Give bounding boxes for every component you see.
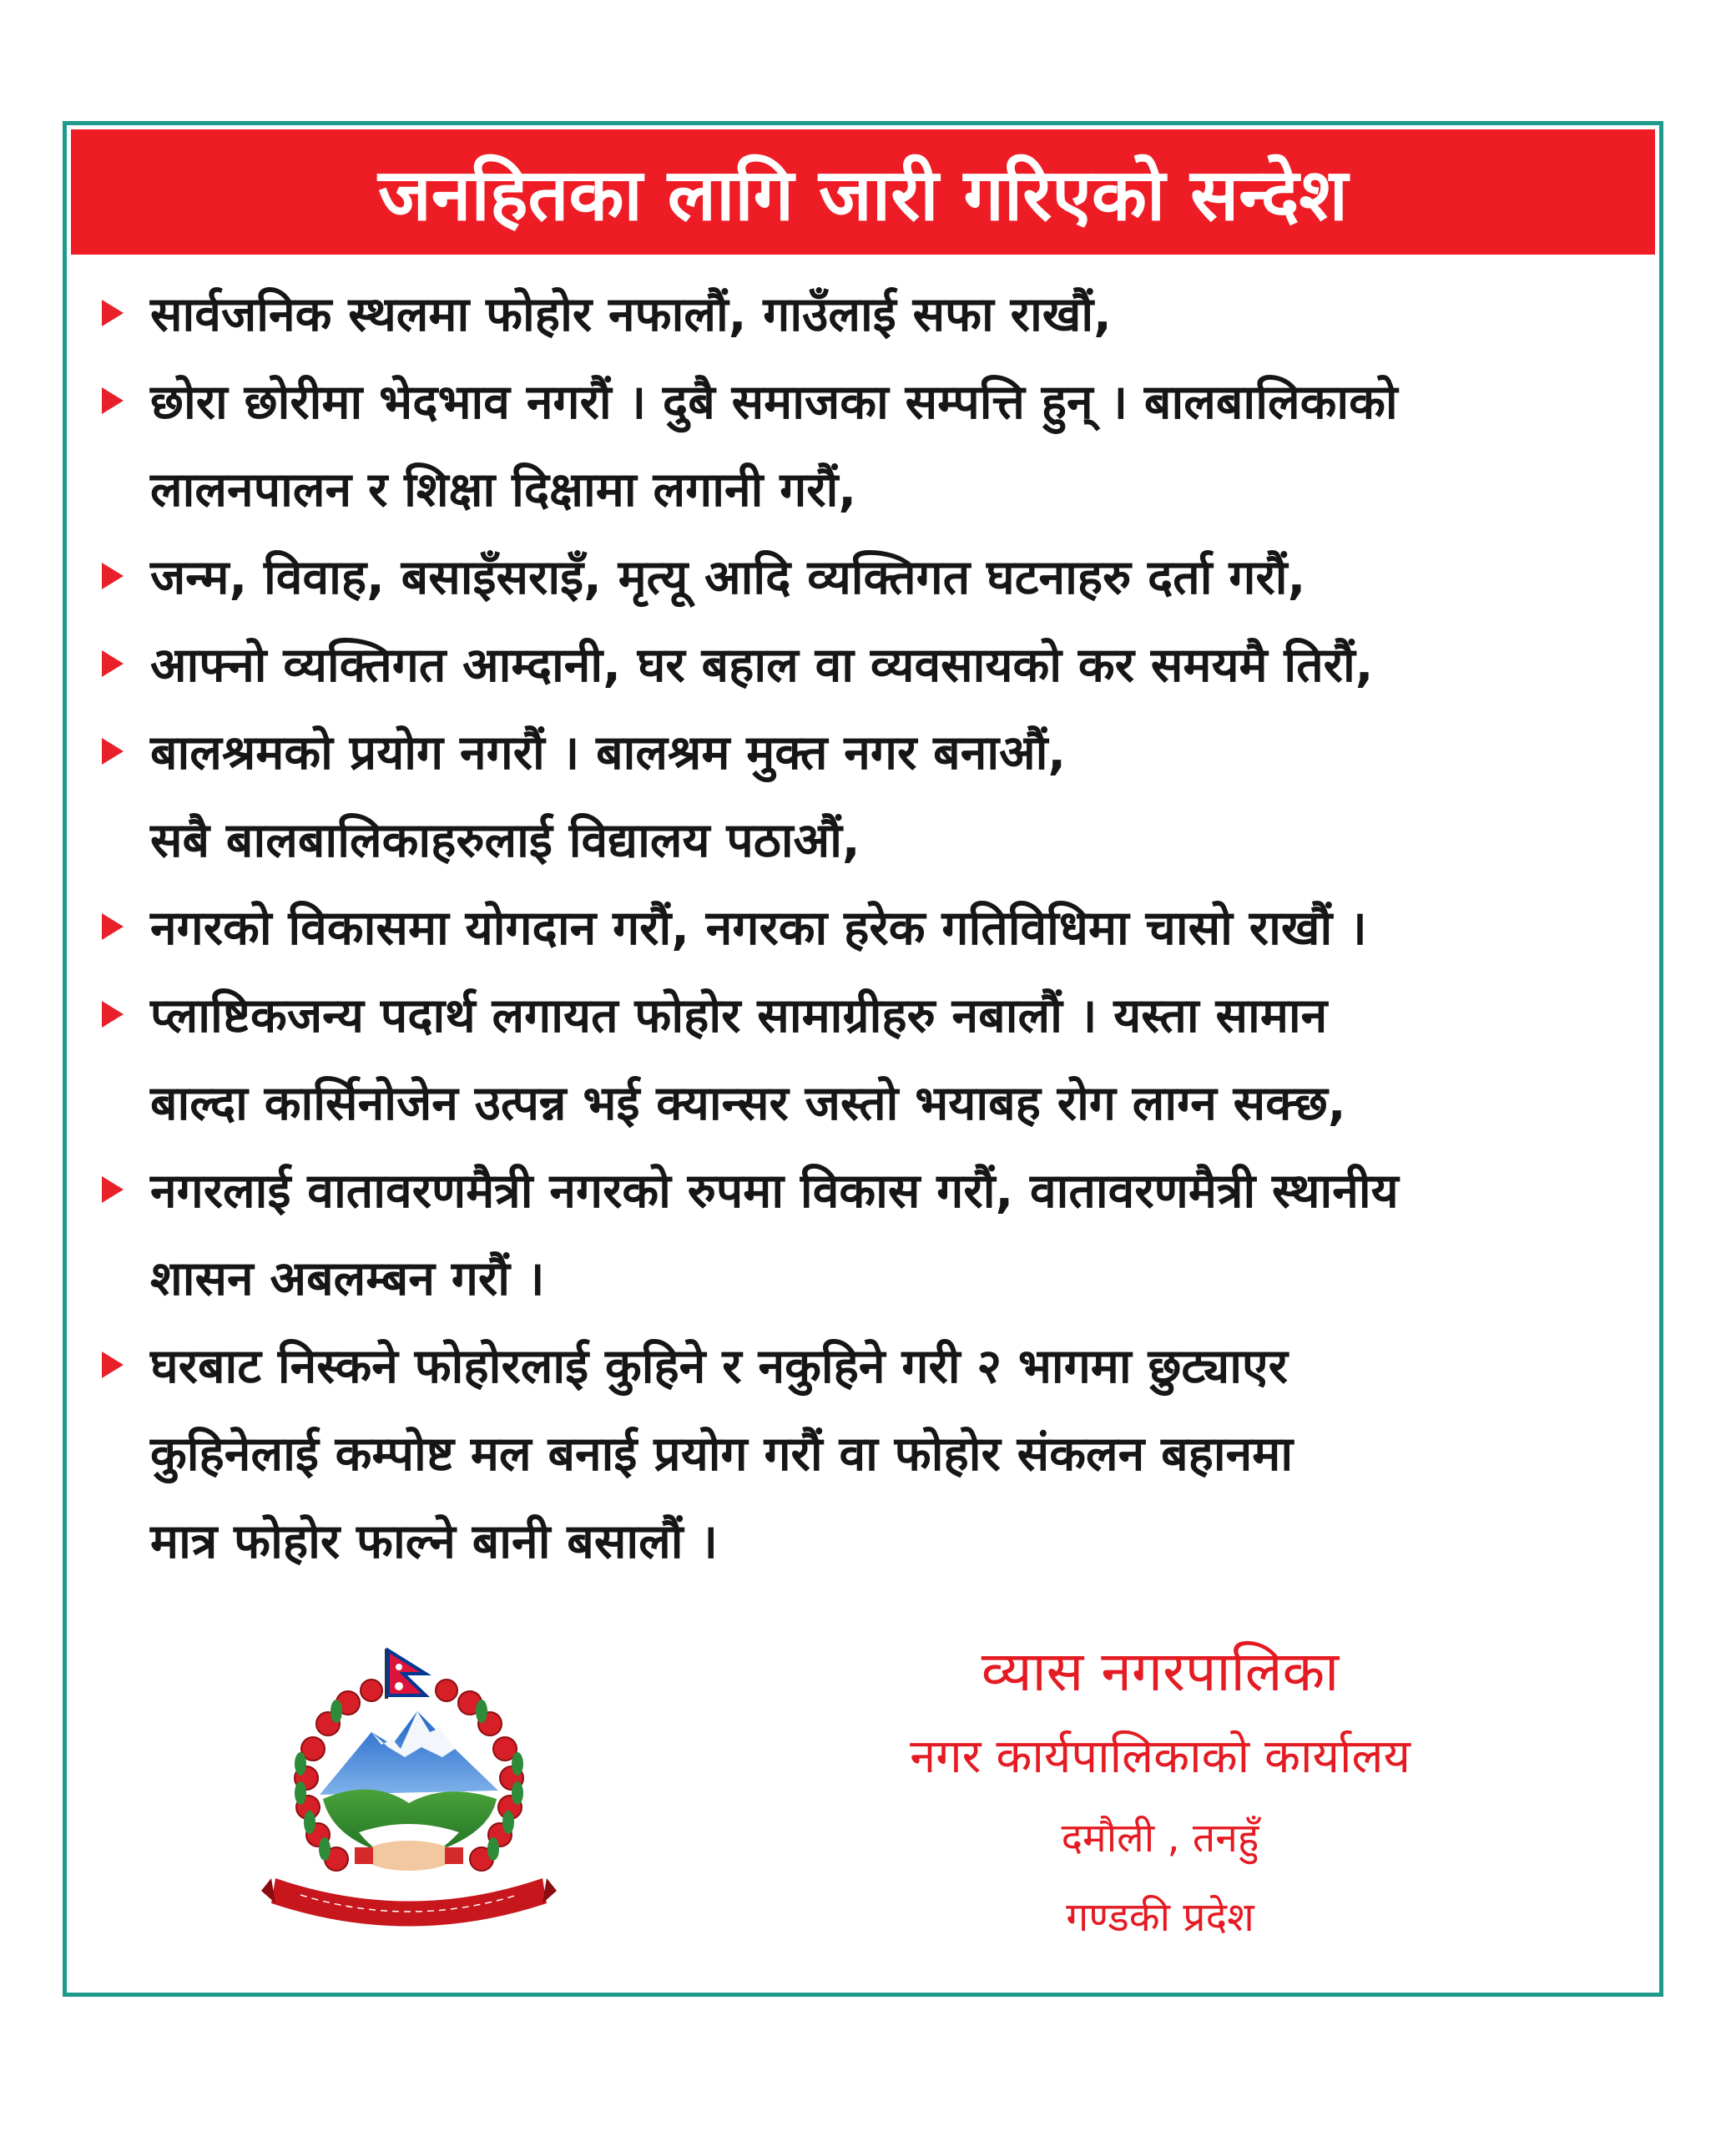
message-text: शासन अबलम्बन गरौं । bbox=[150, 1251, 545, 1306]
triangle-bullet-icon bbox=[102, 1176, 124, 1203]
message-text: बाल्दा कार्सिनोजेन उत्पन्न भई क्यान्सर जस्तो भयाबह रोग लाग्न सक्छ, bbox=[150, 1076, 1346, 1131]
message-item bbox=[83, 271, 1647, 359]
message-list bbox=[83, 271, 1647, 1586]
message-text: लालनपालन र शिक्षा दिक्षामा लगानी गरौं, bbox=[150, 462, 857, 518]
message-text: मात्र फोहोर फाल्ने बानी बसालौं । bbox=[150, 1514, 718, 1569]
municipality-name: व्यास नगरपालिका bbox=[981, 1639, 1340, 1704]
message-text: प्लाष्टिकजन्य पदार्थ लगायत फोहोर सामाग्रीहरु नबालौं । यस्ता सामान bbox=[150, 988, 1328, 1043]
message-text: नगरलाई वातावरणमैत्री नगरको रुपमा विकास गरौं, वातावरणमैत्री स्थानीय bbox=[150, 1164, 1399, 1219]
message-text: कुहिनेलाई कम्पोष्ट मल बनाई प्रयोग गरौं वा फोहोर संकलन बहानमा bbox=[150, 1427, 1294, 1482]
triangle-bullet-icon bbox=[102, 300, 124, 326]
message-item bbox=[83, 710, 1647, 885]
triangle-bullet-icon bbox=[102, 650, 124, 677]
message-item bbox=[83, 359, 1647, 534]
triangle-bullet-icon bbox=[102, 1351, 124, 1378]
message-item bbox=[83, 1148, 1647, 1323]
message-text: नगरको विकासमा योगदान गरौं, नगरका हरेक गतिविधिमा चासो राखौं । bbox=[150, 901, 1367, 956]
message-text: छोरा छोरीमा भेदभाव नगरौं । दुबै समाजका सम्पत्ति हुन् । बालबालिकाको bbox=[150, 375, 1398, 430]
message-text: बालश्रमको प्रयोग नगरौं । बालश्रम मुक्त नगर बनाऔं, bbox=[150, 725, 1067, 781]
office-name: नगर कार्यपालिकाको कार्यालय bbox=[910, 1730, 1410, 1784]
message-item bbox=[83, 534, 1647, 622]
triangle-bullet-icon bbox=[102, 913, 124, 940]
notice-frame bbox=[63, 121, 1663, 1997]
message-text: घरबाट निस्कने फोहोरलाई कुहिने र नकुहिने गरी २ भागमा छुट्याएर bbox=[150, 1339, 1288, 1394]
message-text: जन्म, विवाह, बसाइँसराइँ, मृत्यू आदि व्यक्तिगत घटनाहरु दर्ता गरौं, bbox=[150, 550, 1306, 605]
message-item bbox=[83, 622, 1647, 710]
message-item bbox=[83, 885, 1647, 973]
triangle-bullet-icon bbox=[102, 387, 124, 414]
message-text: सबै बालबालिकाहरुलाई विद्यालय पठाऔं, bbox=[150, 813, 860, 868]
message-item bbox=[83, 973, 1647, 1148]
message-text: सार्वजनिक स्थलमा फोहोर नफालौं, गाउँलाई सफा राखौं, bbox=[150, 287, 1112, 342]
triangle-bullet-icon bbox=[102, 563, 124, 589]
government-emblem bbox=[255, 1640, 563, 1932]
triangle-bullet-icon bbox=[102, 738, 124, 765]
office-province: गण्डकी प्रदेश bbox=[1066, 1894, 1254, 1941]
triangle-bullet-icon bbox=[102, 1001, 124, 1028]
message-item bbox=[83, 1323, 1647, 1586]
office-block bbox=[785, 1628, 1536, 1958]
notice-title: जनहितका लागि जारी गरिएको सन्देश bbox=[71, 129, 1655, 255]
office-location: दमौली , तनहुँ bbox=[1061, 1815, 1259, 1862]
message-text: आफ्नो व्यक्तिगत आम्दानी, घर बहाल वा व्यवसायको कर समयमै तिरौं, bbox=[150, 638, 1374, 693]
